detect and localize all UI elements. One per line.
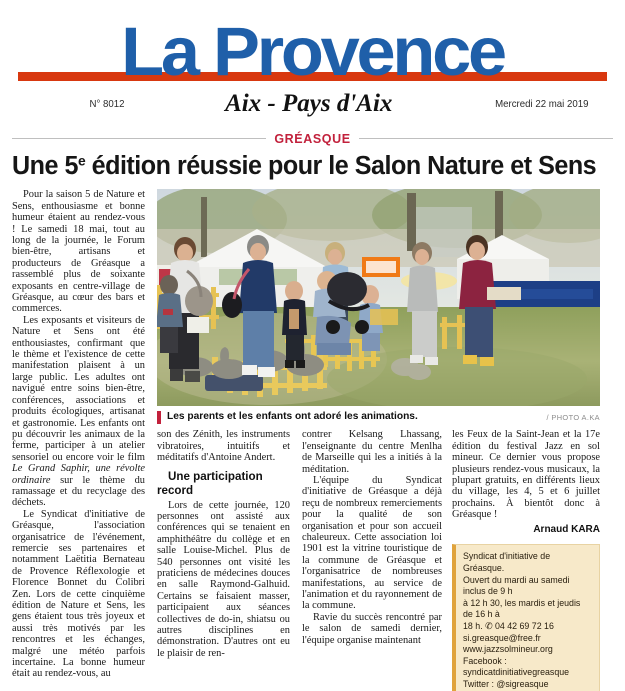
masthead (0, 0, 625, 118)
section-rule-right (359, 138, 613, 139)
headline-rest: édition réussie pour le Salon Nature et Sens (85, 151, 597, 180)
info-line-twitter[interactable]: Twitter : @sigreasque (463, 678, 549, 689)
paragraph: les Feux de la Saint-Jean et la 17e édition du festival Jazz en sol mineur. Ce dernier vous propose plusieurs rendez-vous musicaux, la plupart gratuits, en différents lieux du village, les 4, 5 et 6 juillet prochains. À bientôt donc à Gréasque ! (452, 429, 600, 521)
caption-accent-bar (157, 411, 161, 424)
article-body (12, 189, 613, 689)
paragraph-part: sur le thème du ramassage et du recyclage des déchets. (12, 474, 145, 509)
paragraph: son des Zénith, les instruments vibratoires, intuitifs et méditatifs d'Antoine Andert. (157, 429, 290, 464)
section-rule-left (12, 138, 266, 139)
paragraph (12, 315, 145, 509)
issue-date: Mercredi 22 mai 2019 (495, 97, 589, 110)
article-column-3 (302, 429, 442, 646)
headline-ordinal-suffix: e (77, 151, 86, 168)
paragraph: Ravie du succès rencontré par le salon de samedi dernier, l'équipe organise maintenant (302, 611, 442, 646)
paragraph: L'équipe du Syndicat d'initiative de Gréasque a déjà reçu de nombreux remerciements pour la qualité de son organisation et pour son accueil chaleureux. Cette association loi 1901 est la vitrine touristique de la commune de Gréasque et l'organisatrice de nombreuses manifestations, au service de l'animation et du rayonnement de la commune. (302, 475, 442, 612)
info-line-phone: 18 h. ✆ 04 42 69 72 16 (463, 620, 554, 631)
photo-caption: Les parents et les enfants ont adoré les animations. (167, 411, 418, 423)
paragraph: contrer Kelsang Lhassang, l'enseignante du centre Menlha de Marseille qui les a initiés à la méditation. (302, 429, 442, 475)
paragraph: Pour la saison 5 de Nature et Sens, enthousiasme et bonne humeur étaient au rendez-vous ! Le samedi 18 mai, tout au long de la journée, le Forum bien-être, artisans et producteurs de Gréasque a rassemblé plus de soixante exposants en centre-village de Gréasque, au cœur des bars et commerces. (12, 189, 145, 315)
info-box (452, 544, 600, 691)
masthead-logo-wrap (18, 13, 607, 90)
info-line: Ouvert du mardi au samedi inclus de 9 h (463, 574, 570, 597)
section-subheading: Une participation record (157, 469, 263, 497)
newspaper-logo: La Provence (121, 13, 504, 90)
issue-number: N° 8012 (89, 97, 125, 110)
paragraph-part: Les exposants et visiteurs de Nature et Sens ont été enthousiastes, confirmant que le thème et l'existence de cette manifestation plaisent à un large public. Les adultes ont navigué entre soins bien-être, conférences, associations et produits écologiques, artisanat et gastronomie. Les enfants ont pu découvrir les animaux de la ferme, participer à un atelier sensoriel ou encore voir le film (12, 314, 145, 463)
photo-block (157, 189, 600, 424)
info-line-website[interactable]: www.jazzsolmineur.org (463, 644, 553, 655)
info-line-email[interactable]: si.greasque@free.fr (463, 632, 541, 643)
section-band (12, 132, 613, 146)
section-label: GRÉASQUE (274, 131, 351, 146)
paragraph: Le Syndicat d'initiative de Gréasque, l'association organisatrice de l'événement, remercie ses partenaires et notamment Laëtitia Bernateau de Provence Réflexologie et Florence Bonnet du Colibri Zen. Lors de cette cinquième édition de Nature et Sens, les gens étaient tous très joyeux et aussi très motivés par les rencontres et les échanges, malgré une météo parfois incertaine. La bonne humeur était au rendez-vous, au (12, 508, 145, 680)
paragraph: Lors de cette journée, 120 personnes ont assisté aux conférences qui se tenaient en amphithéâtre du collège et en salle Louise-Michel. Plus de 540 personnes ont visité les praticiens de médecines douces en salle Raymond-Galhuid. Certains se faisaient masser, participaient aux séances collectives de do-in, shiatsu ou autres disciplines en démonstration. D'autres ont eu le plaisir de ren- (157, 499, 290, 659)
article-column-2 (157, 429, 290, 659)
headline-prefix: Une 5 (12, 151, 78, 180)
photo-caption-row (157, 411, 600, 424)
photo-illustration (157, 189, 600, 406)
masthead-subrow (18, 90, 607, 118)
page-title (12, 153, 604, 180)
article-column-4 (452, 429, 600, 535)
info-line-facebook[interactable]: Facebook : syndicatdinitiativegreasque (463, 655, 570, 678)
info-line: à 12 h 30, les mardis et jeudis de 16 h à (463, 597, 581, 620)
article-column-1 (12, 189, 145, 679)
article-byline: Arnaud KARA (533, 523, 600, 535)
film-title: Le Grand Saphir, une révolte ordinaire (12, 463, 145, 486)
photo-credit: / PHOTO A.KA (546, 413, 600, 423)
info-line: Syndicat d'initiative de Gréasque. (463, 551, 551, 573)
article-photo (157, 189, 600, 406)
edition-name: Aix - Pays d'Aix (225, 89, 393, 117)
